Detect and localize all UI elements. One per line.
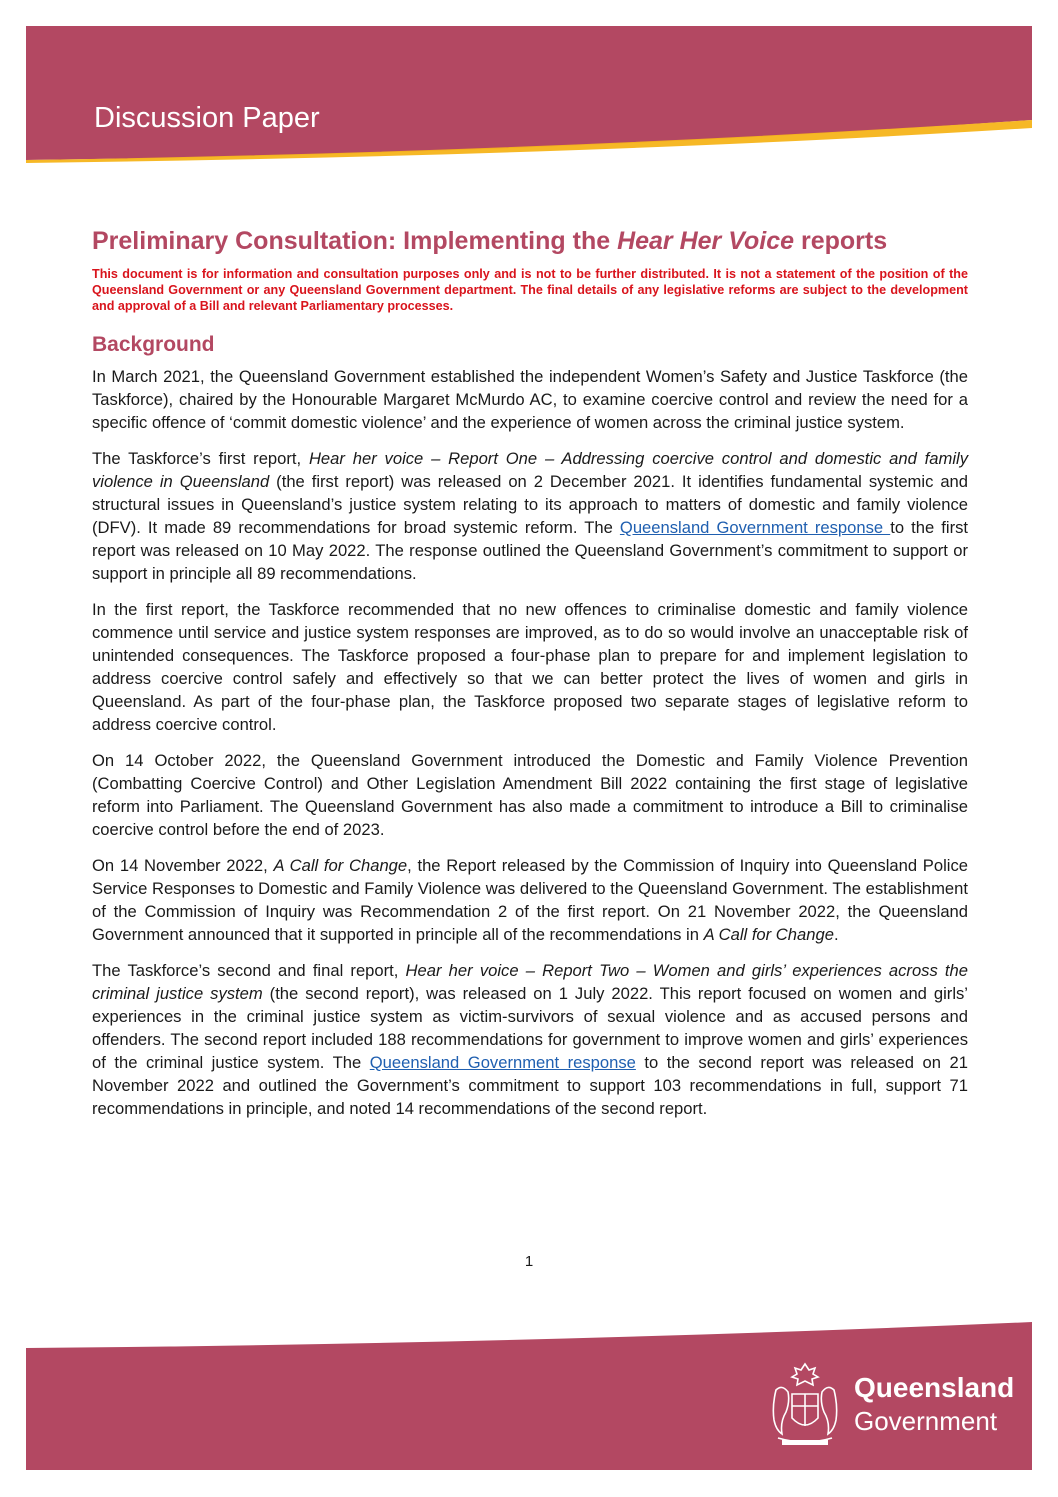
section-heading-background: Background <box>92 333 215 356</box>
paragraph-4: On 14 October 2022, the Queensland Government introduced the Domestic and Family Violence Prevention (Combatting Coercive Control) and Other Legislation Amendment Bill 2022 containing the first stage of legislative reform into Parliament. The Queensland Government has also made a commitment to introduce a Bill to criminalise coercive control before the end of 2023. <box>92 751 968 839</box>
logo-text-government: Government <box>854 1406 998 1436</box>
link-second-report-response[interactable]: Queensland Government response <box>369 1053 636 1072</box>
footer-band <box>26 1320 1032 1470</box>
coat-of-arms-icon <box>766 1360 844 1450</box>
queensland-government-logo <box>766 1360 1016 1450</box>
title-italic-text: Hear Her Voice <box>617 227 795 255</box>
document-title <box>92 226 968 257</box>
logo-text-queensland: Queensland <box>854 1372 1015 1403</box>
paragraph-6: The Taskforce’s second and final report, Hear her voice – Report Two – Women and girls’ experiences across the criminal justice system (the second report), was released on 1 July 2022. This report focused on women and girls’ experiences in the criminal justice system as victim-survivors of sexual violence and as accused persons and offenders. The second report included 188 recommendations for government to improve women and girls’ experiences of the criminal justice system. The Queensland Government response to the second report was released on 21 November 2022 and outlined the Government’s commitment to support 103 recommendations in full, support 71 recommendations in principle, and noted 14 recommendations of the second report. <box>92 961 968 1118</box>
header-band <box>26 26 1032 163</box>
paragraph-3: In the first report, the Taskforce recommended that no new offences to criminalise domestic and family violence commence until service and justice system responses are improved, as to do so would involve an unacceptable risk of unintended consequences. The Taskforce proposed a four-phase plan to prepare for and implement legislation to address coercive control safely and effectively so that we can better protect the lives of women and girls in Queensland. As part of the four-phase plan, the Taskforce proposed two separate stages of legislative reform to address coercive control. <box>92 600 968 734</box>
page-number: 1 <box>524 1253 534 1270</box>
header-title: Discussion Paper <box>94 102 320 134</box>
header-swoop <box>26 26 1032 163</box>
disclaimer-text: This document is for information and consultation purposes only and is not to be further distributed. It is not a statement of the position of the Queensland Government or any Queensland Government department. The final details of any legislative reforms are subject to the development and approval of a Bill and relevant Parliamentary processes. <box>92 267 968 313</box>
paragraph-2: The Taskforce’s first report, Hear her voice – Report One – Addressing coercive control and domestic and family violence in Queensland (the first report) was released on 2 December 2021. It identifies fundamental systemic and structural issues in Queensland’s justice system relating to its approach to matters of domestic and family violence (DFV). It made 89 recommendations for broad systemic reform. The Queensland Government response to the first report was released on 10 May 2022. The response outlined the Queensland Government’s commitment to support or support in principle all 89 recommendations. <box>92 449 969 583</box>
link-first-report-response[interactable]: Queensland Government response <box>619 518 891 537</box>
paragraph-1: In March 2021, the Queensland Government established the independent Women’s Safety and Justice Taskforce (the Taskforce), chaired by the Honourable Margaret McMurdo AC, to examine coercive control and review the need for a specific offence of ‘commit domestic violence’ and the experience of women across the criminal justice system. <box>92 367 968 432</box>
paragraph-5: On 14 November 2022, A Call for Change, the Report released by the Commission of Inquiry into Queensland Police Service Responses to Domestic and Family Violence was delivered to the Queensland Government. The establishment of the Commission of Inquiry was Recommendation 2 of the first report. On 21 November 2022, the Queensland Government announced that it supported in principle all of the recommendations in A Call for Change. <box>92 856 968 944</box>
title-text-end: reports <box>794 227 888 255</box>
title-text: Preliminary Consultation: Implementing the <box>92 227 618 255</box>
main-content <box>92 226 968 1133</box>
